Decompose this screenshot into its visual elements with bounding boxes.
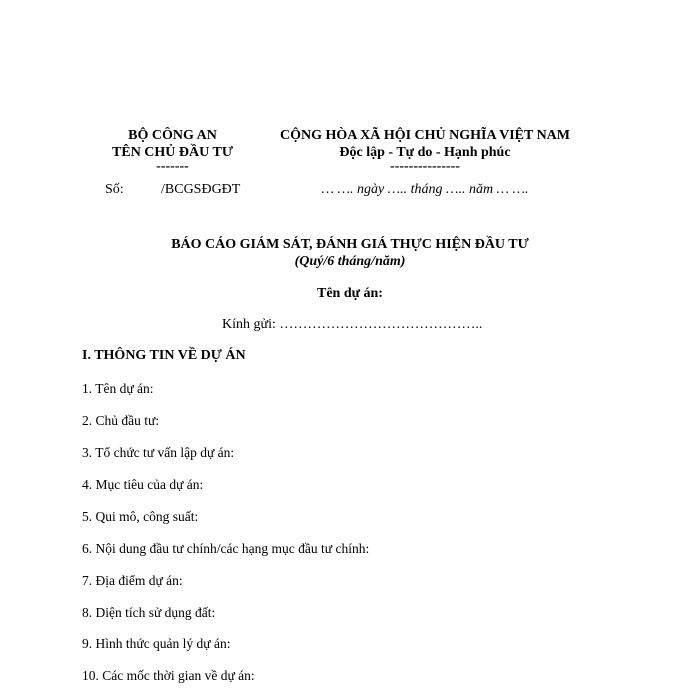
left-separator: ------- bbox=[156, 159, 189, 174]
number-label: Số: bbox=[105, 182, 124, 197]
number-suffix: /BCGSĐGĐT bbox=[161, 182, 241, 197]
investor-name: TÊN CHỦ ĐẦU TƯ bbox=[112, 145, 233, 160]
list-item: 2. Chủ đầu tư: bbox=[82, 413, 160, 428]
list-item: 3. Tổ chức tư vấn lập dự án: bbox=[82, 445, 235, 460]
date-line: … …. ngày ….. tháng ….. năm … …. bbox=[321, 182, 529, 197]
list-item: 5. Qui mô, công suất: bbox=[82, 509, 199, 524]
list-item: 6. Nội dung đầu tư chính/các hạng mục đầu tư chính: bbox=[82, 541, 370, 556]
nation-name: CỘNG HÒA XÃ HỘI CHỦ NGHĨA VIỆT NAM bbox=[279, 128, 570, 143]
list-item: 10. Các mốc thời gian về dự án: bbox=[82, 668, 255, 683]
project-name-label: Tên dự án: bbox=[317, 286, 383, 301]
list-item: 1. Tên dự án: bbox=[82, 381, 154, 396]
report-period: (Quý/6 tháng/năm) bbox=[294, 254, 406, 269]
recipient-line: Kính gửi: …………………………………….. bbox=[222, 317, 483, 332]
list-item: 7. Địa điểm dự án: bbox=[82, 573, 183, 588]
list-item: 9. Hình thức quản lý dự án: bbox=[82, 636, 231, 651]
section-1-heading: I. THÔNG TIN VỀ DỰ ÁN bbox=[82, 348, 246, 363]
national-motto: Độc lập - Tự do - Hạnh phúc bbox=[339, 145, 511, 160]
list-item: 8. Diện tích sử dụng đất: bbox=[82, 605, 216, 620]
ministry-name: BỘ CÔNG AN bbox=[128, 128, 217, 143]
list-item: 4. Mục tiêu của dự án: bbox=[82, 477, 204, 492]
report-title: BÁO CÁO GIÁM SÁT, ĐÁNH GIÁ THỰC HIỆN ĐẦU TƯ bbox=[171, 237, 529, 252]
right-separator: --------------- bbox=[390, 159, 460, 174]
